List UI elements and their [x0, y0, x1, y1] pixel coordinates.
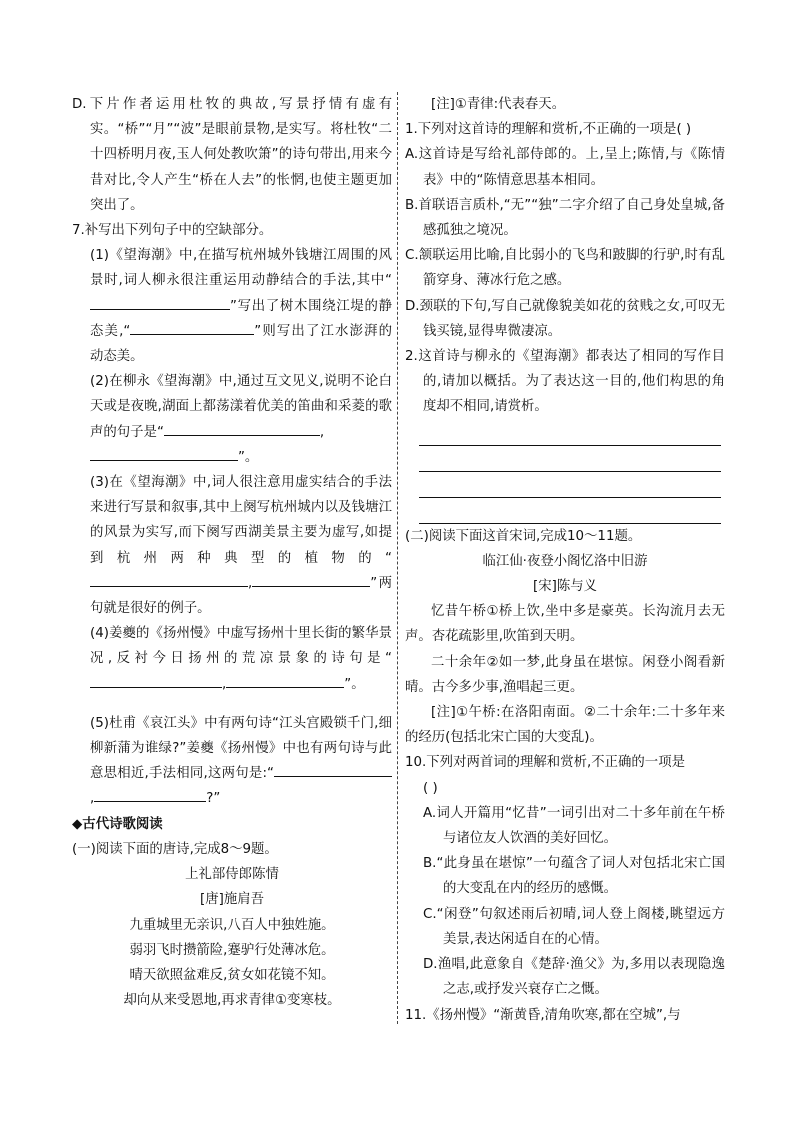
q7-3-text-a: (3)在《望海潮》中,词人很注意用虚实结合的手法来进行写景和叙事,其中上阕写杭州城内以及钱塘江的风景为实写,而下阕写西湖美景主要为虚写,如提到杭州两种典型的植物的“: [90, 475, 392, 566]
question-8-option-a: A.这首诗是写给礼部侍郎的。上,呈上;陈情,与《陈情表》中的“陈情意思基本相同。: [405, 147, 725, 188]
q7-5-text-b: ,: [90, 791, 95, 807]
question-11-stem: 11.《扬州慢》“渐黄昏,清角吹寒,都在空城”,与: [405, 1007, 681, 1023]
section-heading: ◆古代诗歌阅读: [72, 816, 163, 832]
answer-blank[interactable]: [130, 319, 254, 335]
q7-3-text-b: ,: [248, 575, 253, 591]
question-7-item-2: [72, 369, 392, 470]
poem-1-title: 上礼部侍郎陈情: [185, 867, 279, 883]
question-7-item-5: [72, 711, 392, 812]
question-8-option-d: D.颈联的下句,写自己就像貌美如花的贫贱之女,可叹无钱买镜,显得卑微凄凉。: [405, 298, 725, 339]
question-7-item-4: [72, 621, 392, 697]
answer-blank[interactable]: [226, 672, 344, 688]
q7-3-text-c: ”两句就是很好的例子。: [90, 575, 392, 617]
poem-2-paragraph-2: 二十余年②如一梦,此身虽在堪惊。闲登小阁看新晴。古今多少事,渔唱起三更。: [405, 654, 725, 695]
option-d-text: D.下片作者运用杜牧的典故,写景抒情有虚有实。“桥”“月”“波”是眼前景物,是实写。将杜牧“二十四桥明月夜,玉人何处教吹箫”的诗句带出,用来今昔对比,令人产生“桥在人去”的怅惘,也使主题更加突出了。: [72, 97, 392, 213]
answer-blank[interactable]: [164, 420, 320, 436]
q7-2-text-b: ,: [319, 424, 325, 440]
part-2-intro: (二)阅读下面这首宋词,完成10～11题。: [405, 528, 642, 544]
poem-1-line: 却向从来受恩地,再求青律①变寒枝。: [123, 993, 341, 1009]
q7-4-text-c: ”。: [344, 676, 365, 692]
answer-blank[interactable]: [90, 294, 230, 310]
question-7-item-3: [72, 470, 392, 621]
q7-5-text-a: (5)杜甫《哀江头》中有两句诗“江头宫殿锁千门,细柳新蒲为谁绿?”姜夔《扬州慢》中也有两句诗与此意思相近,手法相同,这两句是:“: [90, 715, 392, 782]
q7-1-text-a: (1)《望海潮》中,在描写杭州城外钱塘江周围的风景时,词人柳永很注重运用动静结合的手法,其中“: [90, 248, 392, 289]
question-10-option-c: C.“闲登”句叙述雨后初晴,词人登上阁楼,眺望远方美景,表达闲适自在的心情。: [423, 906, 725, 947]
poem-1-line: 晴天欲照盆难反,贫女如花镜不知。: [129, 967, 335, 983]
question-9-stem: 2.这首诗与柳永的《望海潮》都表达了相同的写作目的,请加以概括。为了表达这一目的,他们构思的角度却不相同,请赏析。: [405, 349, 725, 415]
answer-line[interactable]: [419, 498, 721, 524]
q7-1-text-c: ”则写出了江水澎湃的动态美。: [90, 323, 392, 365]
question-10-option-b: B.“此身虽在堪惊”一句蕴含了词人对包括北宋亡国的大变乱在内的经历的感慨。: [423, 856, 725, 897]
question-8-option-b: B.首联语言质朴,“无”“独”二字介绍了自己身处皇城,备感孤独之境况。: [405, 197, 725, 239]
question-8-stem: 1.下列对这首诗的理解和赏析,不正确的一项是( ): [405, 122, 692, 138]
poem-1-author: [唐]施肩吾: [199, 892, 264, 908]
question-10-paren: ( ): [423, 780, 438, 796]
column-divider: [397, 92, 398, 1024]
poem-1-note: [注]①青律:代表春天。: [431, 97, 566, 112]
poem-2-note: [注]①午桥:在洛阳南面。②二十余年:二十多年来的经历(包括北宋亡国的大变乱)。: [405, 705, 725, 746]
answer-blank[interactable]: [252, 571, 370, 587]
question-10-option-d: D.渔唱,此意象自《楚辞·渔父》为,多用以表现隐逸之志,或抒发兴衰存亡之慨。: [423, 957, 725, 998]
question-8-option-c: C.颔联运用比喻,自比弱小的飞鸟和跛脚的行驴,时有乱箭穿身、薄冰行危之感。: [405, 248, 725, 289]
answer-blank[interactable]: [274, 761, 392, 777]
question-7-title: 7.补写出下列句子中的空缺部分。: [72, 223, 273, 239]
poem-2-paragraph-1: 忆昔午桥①桥上饮,坐中多是豪英。长沟流月去无声。杏花疏影里,吹笛到天明。: [405, 604, 725, 645]
right-column: [405, 92, 725, 1028]
part-1-intro: (一)阅读下面的唐诗,完成8～9题。: [72, 841, 278, 857]
poem-2-author: [宋]陈与义: [532, 579, 597, 595]
poem-1-line: 弱羽飞时攒箭险,蹇驴行处薄冰危。: [129, 942, 335, 958]
answer-line[interactable]: [419, 446, 721, 472]
q7-4-text-a: (4)姜夔的《扬州慢》中虚写扬州十里长街的繁华景况,反衬今日扬州的荒凉景象的诗句是“: [90, 626, 392, 667]
question-10-option-a: A.词人开篇用“忆昔”一词引出对二十多年前在午桥与诸位友人饮酒的美好回忆。: [423, 805, 725, 847]
question-7-item-1: [72, 243, 392, 369]
answer-line[interactable]: [419, 472, 721, 498]
poem-2-title: 临江仙·夜登小阁忆洛中旧游: [482, 553, 648, 569]
q7-2-text-a: (2)在柳永《望海潮》中,通过互文见义,说明不论白天或是夜晚,湖面上都荡漾着优美的笛曲和采菱的歌声的句子是“: [90, 374, 392, 440]
q7-1-text-b: ”写出了树木围绕江堤的静态美,“: [90, 298, 392, 339]
answer-blank[interactable]: [94, 786, 206, 802]
answer-blank[interactable]: [90, 445, 238, 461]
question-10-stem: 10.下列对两首词的理解和赏析,不正确的一项是: [405, 755, 685, 771]
answer-blank[interactable]: [90, 672, 222, 688]
answer-blank[interactable]: [90, 571, 248, 587]
q7-2-text-c: ”。: [238, 449, 259, 465]
left-column: [72, 92, 392, 1013]
answer-line[interactable]: [419, 420, 721, 446]
poem-1-line: 九重城里无亲识,八百人中独姓施。: [129, 917, 335, 933]
q7-4-text-b: ,: [222, 676, 227, 692]
q7-5-text-c: ?”: [206, 791, 221, 807]
